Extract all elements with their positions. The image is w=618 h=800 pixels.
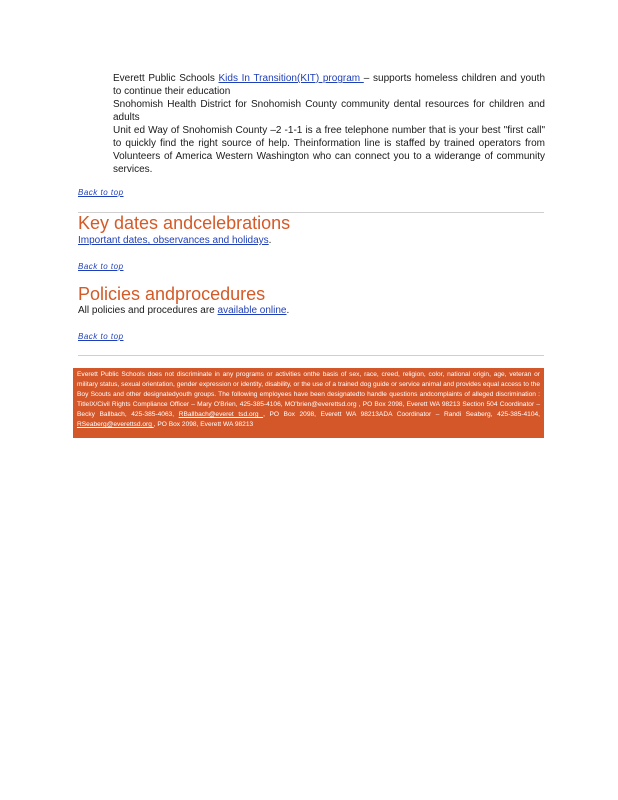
section-body: Important dates, observances and holidays. <box>78 235 272 246</box>
kit-program-link[interactable]: Kids In Transition(KIT) program <box>218 73 364 84</box>
back-to-top-link[interactable]: Back to top <box>78 188 124 197</box>
email-link[interactable]: RSeaberg@everettsd.org <box>77 421 154 428</box>
list-item <box>95 72 545 98</box>
list-item-text: Everett Public Schools Kids In Transition(KIT) program – supports homeless children and youth to continue their education <box>113 73 546 97</box>
nondiscrimination-footer: Everett Public Schools does not discriminate in any programs or activities onthe basis of sex, race, creed, religion, color, national origin, age, veteran or military status, sexual orientation, gender expression or identity, disability, or the use of a trained dog guide or service animal and provides equal access to the Boy Scouts and other designatedyouth groups. The following employees have been designatedto handle questions andcomplaints of alleged discrimination : TitleIX/Civil Rights Compliance Officer – Mary O'Brien, 425-385-4106, MO'brien@everettsd.org , PO Box 2098, Everett WA 98213 Section 504 Coordinator – Becky Ballbach, 425-385-4063, RBallbach@everet tsd.org , PO Box 2098, Everett WA 98213ADA Coordinator – Randi Seaberg, 425-385-4104, RSeaberg@everettsd.org , PO Box 2098, Everett WA 98213 <box>73 368 544 438</box>
list-item-text: Unit ed Way of Snohomish County –2 -1-1 is a free telephone number that is your best "first call" to quickly find the right source of help. Theinformation line is staffed by trained operators from Volunteers of America Western Washington who can connect you to a widerange of community services. <box>113 125 545 175</box>
list-item <box>95 124 545 176</box>
back-to-top-link[interactable]: Back to top <box>78 262 124 271</box>
section-heading: Key dates andcelebrations <box>78 213 291 233</box>
email-link[interactable]: RBallbach@everet tsd.org <box>178 411 264 418</box>
important-dates-link[interactable]: Important dates, observances and holidays <box>78 235 269 246</box>
bullet-icon <box>95 98 113 124</box>
divider <box>78 355 544 356</box>
list-item <box>95 98 545 124</box>
resource-list <box>95 72 545 176</box>
section-body: All policies and procedures are available online. <box>78 305 290 316</box>
list-item-text: Snohomish Health District for Snohomish County community dental resources for children and adults <box>113 99 545 123</box>
back-to-top-link[interactable]: Back to top <box>78 332 124 341</box>
bullet-icon <box>95 124 113 176</box>
available-online-link[interactable]: available online <box>217 305 287 316</box>
bullet-icon <box>95 72 113 98</box>
section-heading: Policies andprocedures <box>78 284 266 304</box>
